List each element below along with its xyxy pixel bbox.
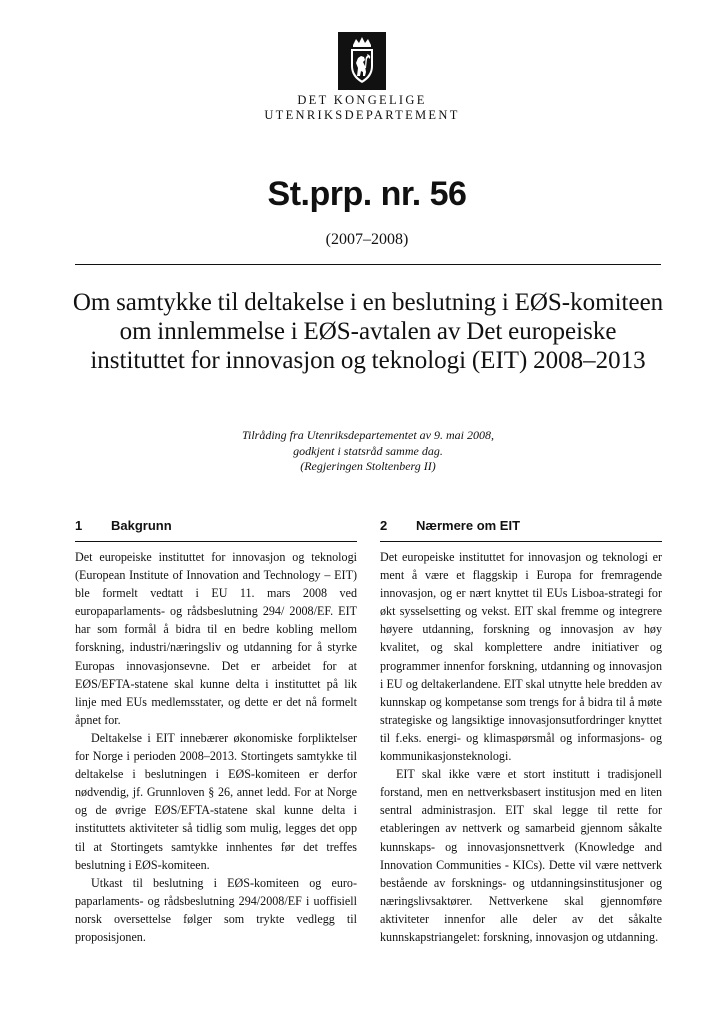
approval-line-2: godkjent i statsråd samme dag. bbox=[293, 443, 443, 458]
document-number: St.prp. nr. 56 bbox=[267, 175, 467, 213]
section-naermere-om-eit bbox=[380, 517, 662, 946]
section-number: 1 bbox=[75, 518, 83, 533]
department-line-1: DET KONGELIGE bbox=[297, 93, 427, 107]
title-divider bbox=[75, 264, 661, 265]
department-line-2: UTENRIKSDEPARTEMENT bbox=[264, 108, 460, 122]
paragraph: Det europeiske instituttet for innovasjon og teknologi er ment å være et flaggskip i Europa for fremragende innovasjon, og er nært knyttet til EUs Lisboa-strategi for økt sysselsetting og vekst. EIT skal fremme og integrere høyere utdanning, forskning og innovasjon av høy kvalitet, og skal komplettere andre initiativer og programmer innenfor forskning, utdanning og innovasjon i EU og deltakerlandene. EIT skal utnytte hele bredden av kunnskap og kompetanse som trengs for å bidra til å møte strategiske og langsiktige innovasjonsutfordringer knyttet til f.eks. energi- og klimaspørsmål og informasjons- og kommunikasjonsteknologi. bbox=[380, 550, 662, 764]
logo bbox=[0, 32, 724, 95]
paragraph: Utkast til beslutning i EØS-komiteen og europaparlaments- og rådsbeslutning 294/2008/EF i uoffisiell norsk oversettelse følger som trykte vedlegg til proposisjonen. bbox=[75, 875, 357, 944]
document-title: Om samtykke til deltakelse i en beslutning i EØS-komiteen om innlemmelse i EØS-avtalen av Det europeiske instituttet for innovasjon og teknologi (EIT) 2008–2013 bbox=[72, 289, 664, 374]
document-session: (2007–2008) bbox=[325, 231, 409, 248]
section-heading bbox=[380, 517, 662, 535]
paragraph: Deltakelse i EIT innebærer økonomiske forpliktelser for Norge i perioden 2008–2013. Stortingets samtykke til deltakelse i beslutningen i EØS-komiteen er derfor nødvendig, jf. Grunnloven § 26, annet ledd. For at Norge og de øvrige EØS/EFTA-statene skal kunne delta i instituttets aktiviteter så tidlig som mulig, legges det opp til at Stortingets samtykke innhentes før det treffes beslutning i EØS-komiteen. bbox=[75, 730, 357, 872]
section-divider bbox=[75, 541, 357, 542]
section-title: Nærmere om EIT bbox=[416, 518, 521, 533]
approval-note bbox=[0, 428, 724, 475]
section-divider bbox=[380, 541, 662, 542]
section-heading bbox=[75, 517, 357, 535]
department-name bbox=[0, 93, 724, 123]
section-number: 2 bbox=[380, 518, 388, 533]
section-title: Bakgrunn bbox=[111, 518, 172, 533]
approval-line-3: (Regjeringen Stoltenberg II) bbox=[300, 459, 436, 473]
section-bakgrunn bbox=[75, 517, 357, 946]
paragraph: EIT skal ikke være et stort institutt i tradisjonell forstand, men en nettverksbasert institusjon med en liten sentral administrasjon. EIT skal legge til rette for etableringen av nettverk og samarbeid gjennom såkalte kunnskaps- og innovasjonsnettverk (Knowledge and Innovation Communities - KICs). Dette vil være nettverk bestående av forsknings- og utdanningsinstitusjoner og næringslivsaktører. Nettverkene skal gjennomføre aktiviteter innenfor alle deler av det såkalte kunnskapstriangelet: forskning, innovasjon og utdanning. bbox=[380, 767, 662, 944]
norwegian-coat-of-arms-icon bbox=[338, 32, 386, 90]
approval-line-1: Tilråding fra Utenriksdepartementet av 9. mai 2008, bbox=[242, 428, 494, 442]
paragraph: Det europeiske instituttet for innovasjon og teknologi (European Institute of Innovation and Technology – EIT) ble formelt vedtatt i EU 11. mars 2008 ved europaparlaments- og rådsbeslutning 294/ 2008/EF. EIT har som formål å bidra til en bedre kobling mellom forskning, industri/næringsliv og utdanning for å styrke Europas innovasjonsevne. Det er arbeidet for at EØS/EFTA-statene skal kunne delta i instituttet på lik linje med EUs medlemsstater, og dette er det nå formelt åpnet for. bbox=[75, 550, 357, 727]
